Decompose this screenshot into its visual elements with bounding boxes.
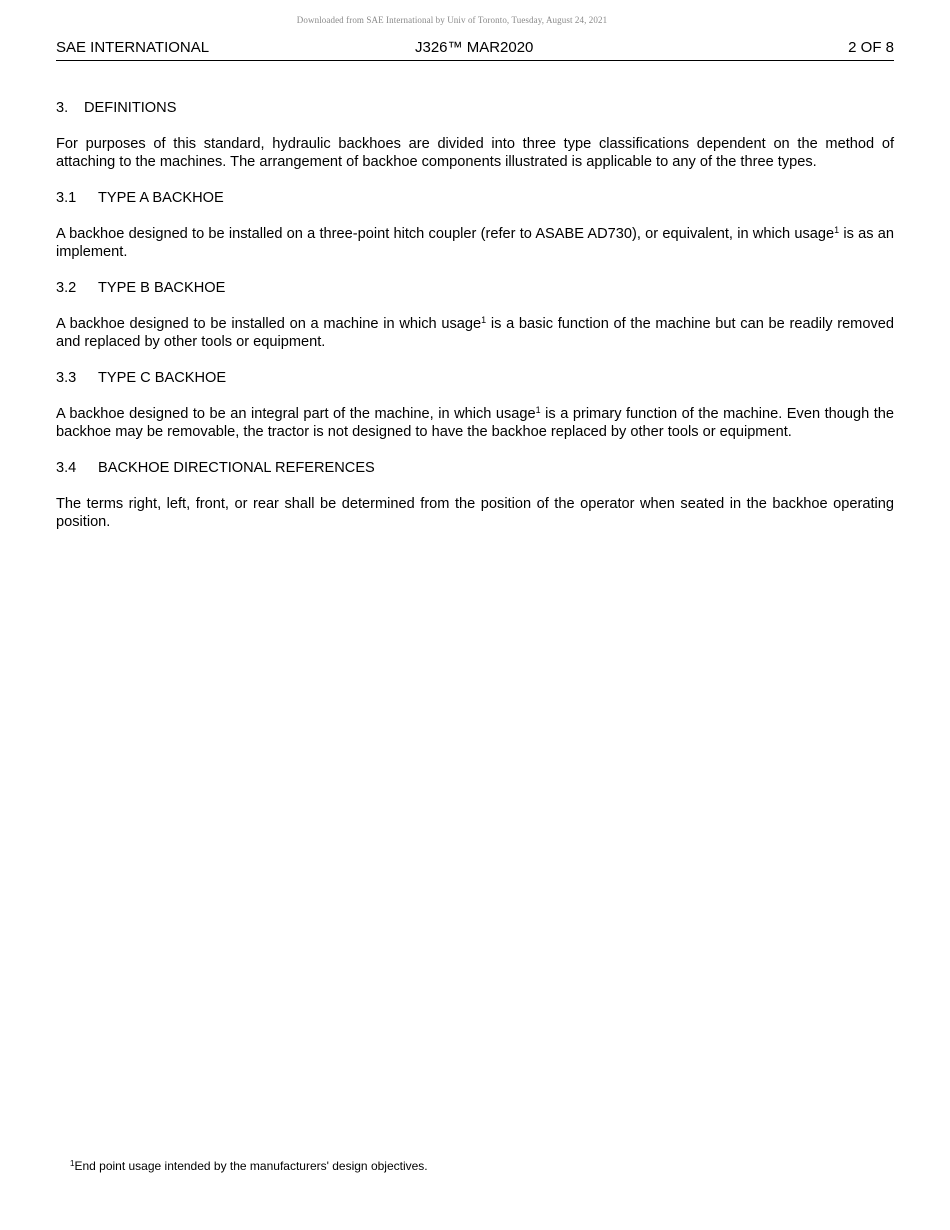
page-body: [56, 99, 894, 549]
paragraph-text: is a primary function of the machine. Even though the backhoe may be removable, the tractor is not designed to have the backhoe replaced by other tools or equipment.: [56, 406, 894, 440]
subsection-title: BACKHOE DIRECTIONAL REFERENCES: [98, 460, 375, 476]
subsection-heading-3-2: [56, 279, 894, 297]
paragraph-text: is as an implement.: [56, 226, 895, 260]
section-intro: For purposes of this standard, hydraulic backhoes are divided into three type classifications dependent on the method of attaching to the machines. The arrangement of backhoe components illustrated is applicable to any of the three types.: [56, 136, 894, 170]
section-heading: [56, 99, 894, 117]
footnote-text: End point usage intended by the manufacturers' design objectives.: [74, 1159, 428, 1173]
running-header: [56, 38, 894, 61]
subsection-number: 3.1: [56, 190, 77, 206]
subsection-heading-3-4: [56, 459, 894, 477]
download-notice: Downloaded from SAE International by Univ of Toronto, Tuesday, August 24, 2021: [296, 15, 608, 25]
footnote-reference: 1: [535, 405, 541, 415]
subsection-paragraph-3-1: [56, 225, 894, 261]
subsection-paragraph-3-2: [56, 315, 894, 351]
paragraph-text: A backhoe designed to be installed on a machine in which usage: [56, 316, 482, 332]
subsection-title: TYPE B BACKHOE: [98, 280, 226, 296]
footnote: [70, 1159, 428, 1173]
paragraph-text: is a basic function of the machine but can be readily removed and replaced by other tools or equipment.: [56, 316, 894, 350]
footnote-reference: 1: [834, 225, 840, 235]
footnote-marker: 1: [70, 1159, 75, 1168]
subsection-number: 3.4: [56, 460, 77, 476]
subsection-heading-3-1: [56, 189, 894, 207]
section-number: 3.: [56, 100, 69, 116]
subsection-title: TYPE A BACKHOE: [98, 190, 224, 206]
subsection-heading-3-3: [56, 369, 894, 387]
section-title: DEFINITIONS: [84, 100, 177, 116]
subsection-number: 3.2: [56, 280, 77, 296]
footnote-reference: 1: [481, 315, 487, 325]
paragraph-text: A backhoe designed to be installed on a three-point hitch coupler (refer to ASABE AD730), or equivalent, in which usage: [56, 226, 835, 242]
header-page-number: 2 OF 8: [848, 39, 894, 56]
header-document-id: J326™ MAR2020: [415, 39, 534, 56]
header-organization: SAE INTERNATIONAL: [56, 39, 210, 56]
subsection-title: TYPE C BACKHOE: [98, 370, 227, 386]
subsection-number: 3.3: [56, 370, 77, 386]
subsection-paragraph-3-4: The terms right, left, front, or rear shall be determined from the position of the operator when seated in the backhoe operating position.: [56, 496, 894, 530]
subsection-paragraph-3-3: [56, 405, 894, 441]
paragraph-text: A backhoe designed to be an integral part of the machine, in which usage: [56, 406, 536, 422]
